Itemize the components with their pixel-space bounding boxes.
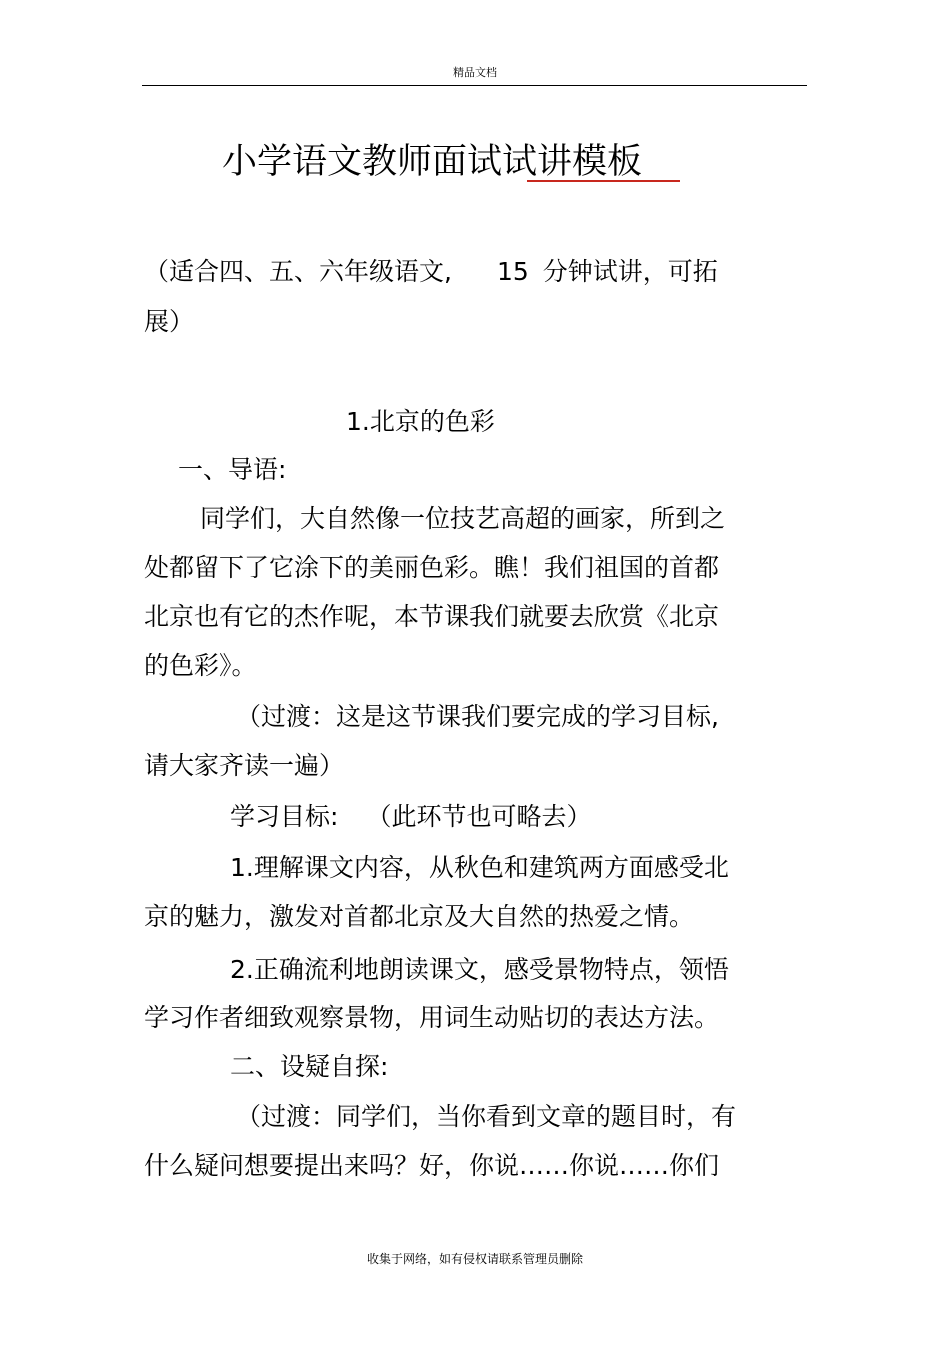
goal-2-line-1: 2.正确流利地朗读课文，感受景物特点，领悟 — [230, 955, 729, 984]
scope-line-1 — [144, 252, 718, 292]
title-underline-mark — [527, 180, 680, 182]
scope-number: 15 — [496, 257, 529, 286]
intro-line-3: 北京也有它的杰作呢，本节课我们就要去欣赏《北京 — [144, 602, 720, 631]
goals-label: 学习目标: — [230, 802, 339, 831]
scope-part-2: 分钟试讲，可拓 — [542, 257, 718, 286]
document-title: 小学语文教师面试试讲模板 — [222, 142, 643, 182]
lesson-title: 1.北京的色彩 — [346, 407, 495, 436]
header-text: 精品文档 — [453, 66, 497, 79]
header-rule — [142, 85, 807, 86]
goal-1-line-1: 1.理解课文内容，从秋色和建筑两方面感受北 — [230, 853, 729, 882]
goal-2-line-2: 学习作者细致观察景物，用词生动贴切的表达方法。 — [144, 1003, 720, 1032]
transition-2-line-1: （过渡：同学们，当你看到文章的题目时，有 — [236, 1102, 737, 1131]
intro-line-2: 处都留下了它涂下的美丽色彩。瞧！我们祖国的首都 — [144, 553, 720, 582]
goals-heading — [230, 797, 591, 837]
intro-line-4: 的色彩》。 — [144, 651, 257, 680]
goal-1-line-2: 京的魅力，激发对首都北京及大自然的热爱之情。 — [144, 902, 695, 931]
goals-note: （此环节也可略去） — [366, 802, 592, 831]
scope-part-1: （适合四、五、六年级语文, — [144, 257, 452, 286]
transition-1-line-1: （过渡：这是这节课我们要完成的学习目标, — [236, 702, 719, 731]
intro-line-1: 同学们，大自然像一位技艺高超的画家，所到之 — [200, 504, 726, 533]
section-heading-inquiry: 二、设疑自探: — [230, 1052, 389, 1081]
scope-line-2: 展） — [144, 307, 195, 336]
transition-1-line-2: 请大家齐读一遍） — [144, 751, 345, 780]
section-heading-intro: 一、导语: — [178, 455, 287, 484]
page-footer: 收集于网络，如有侵权请联系管理员删除 — [366, 1252, 583, 1266]
transition-2-line-2: 什么疑问想要提出来吗？好，你说……你说……你们 — [144, 1151, 720, 1180]
